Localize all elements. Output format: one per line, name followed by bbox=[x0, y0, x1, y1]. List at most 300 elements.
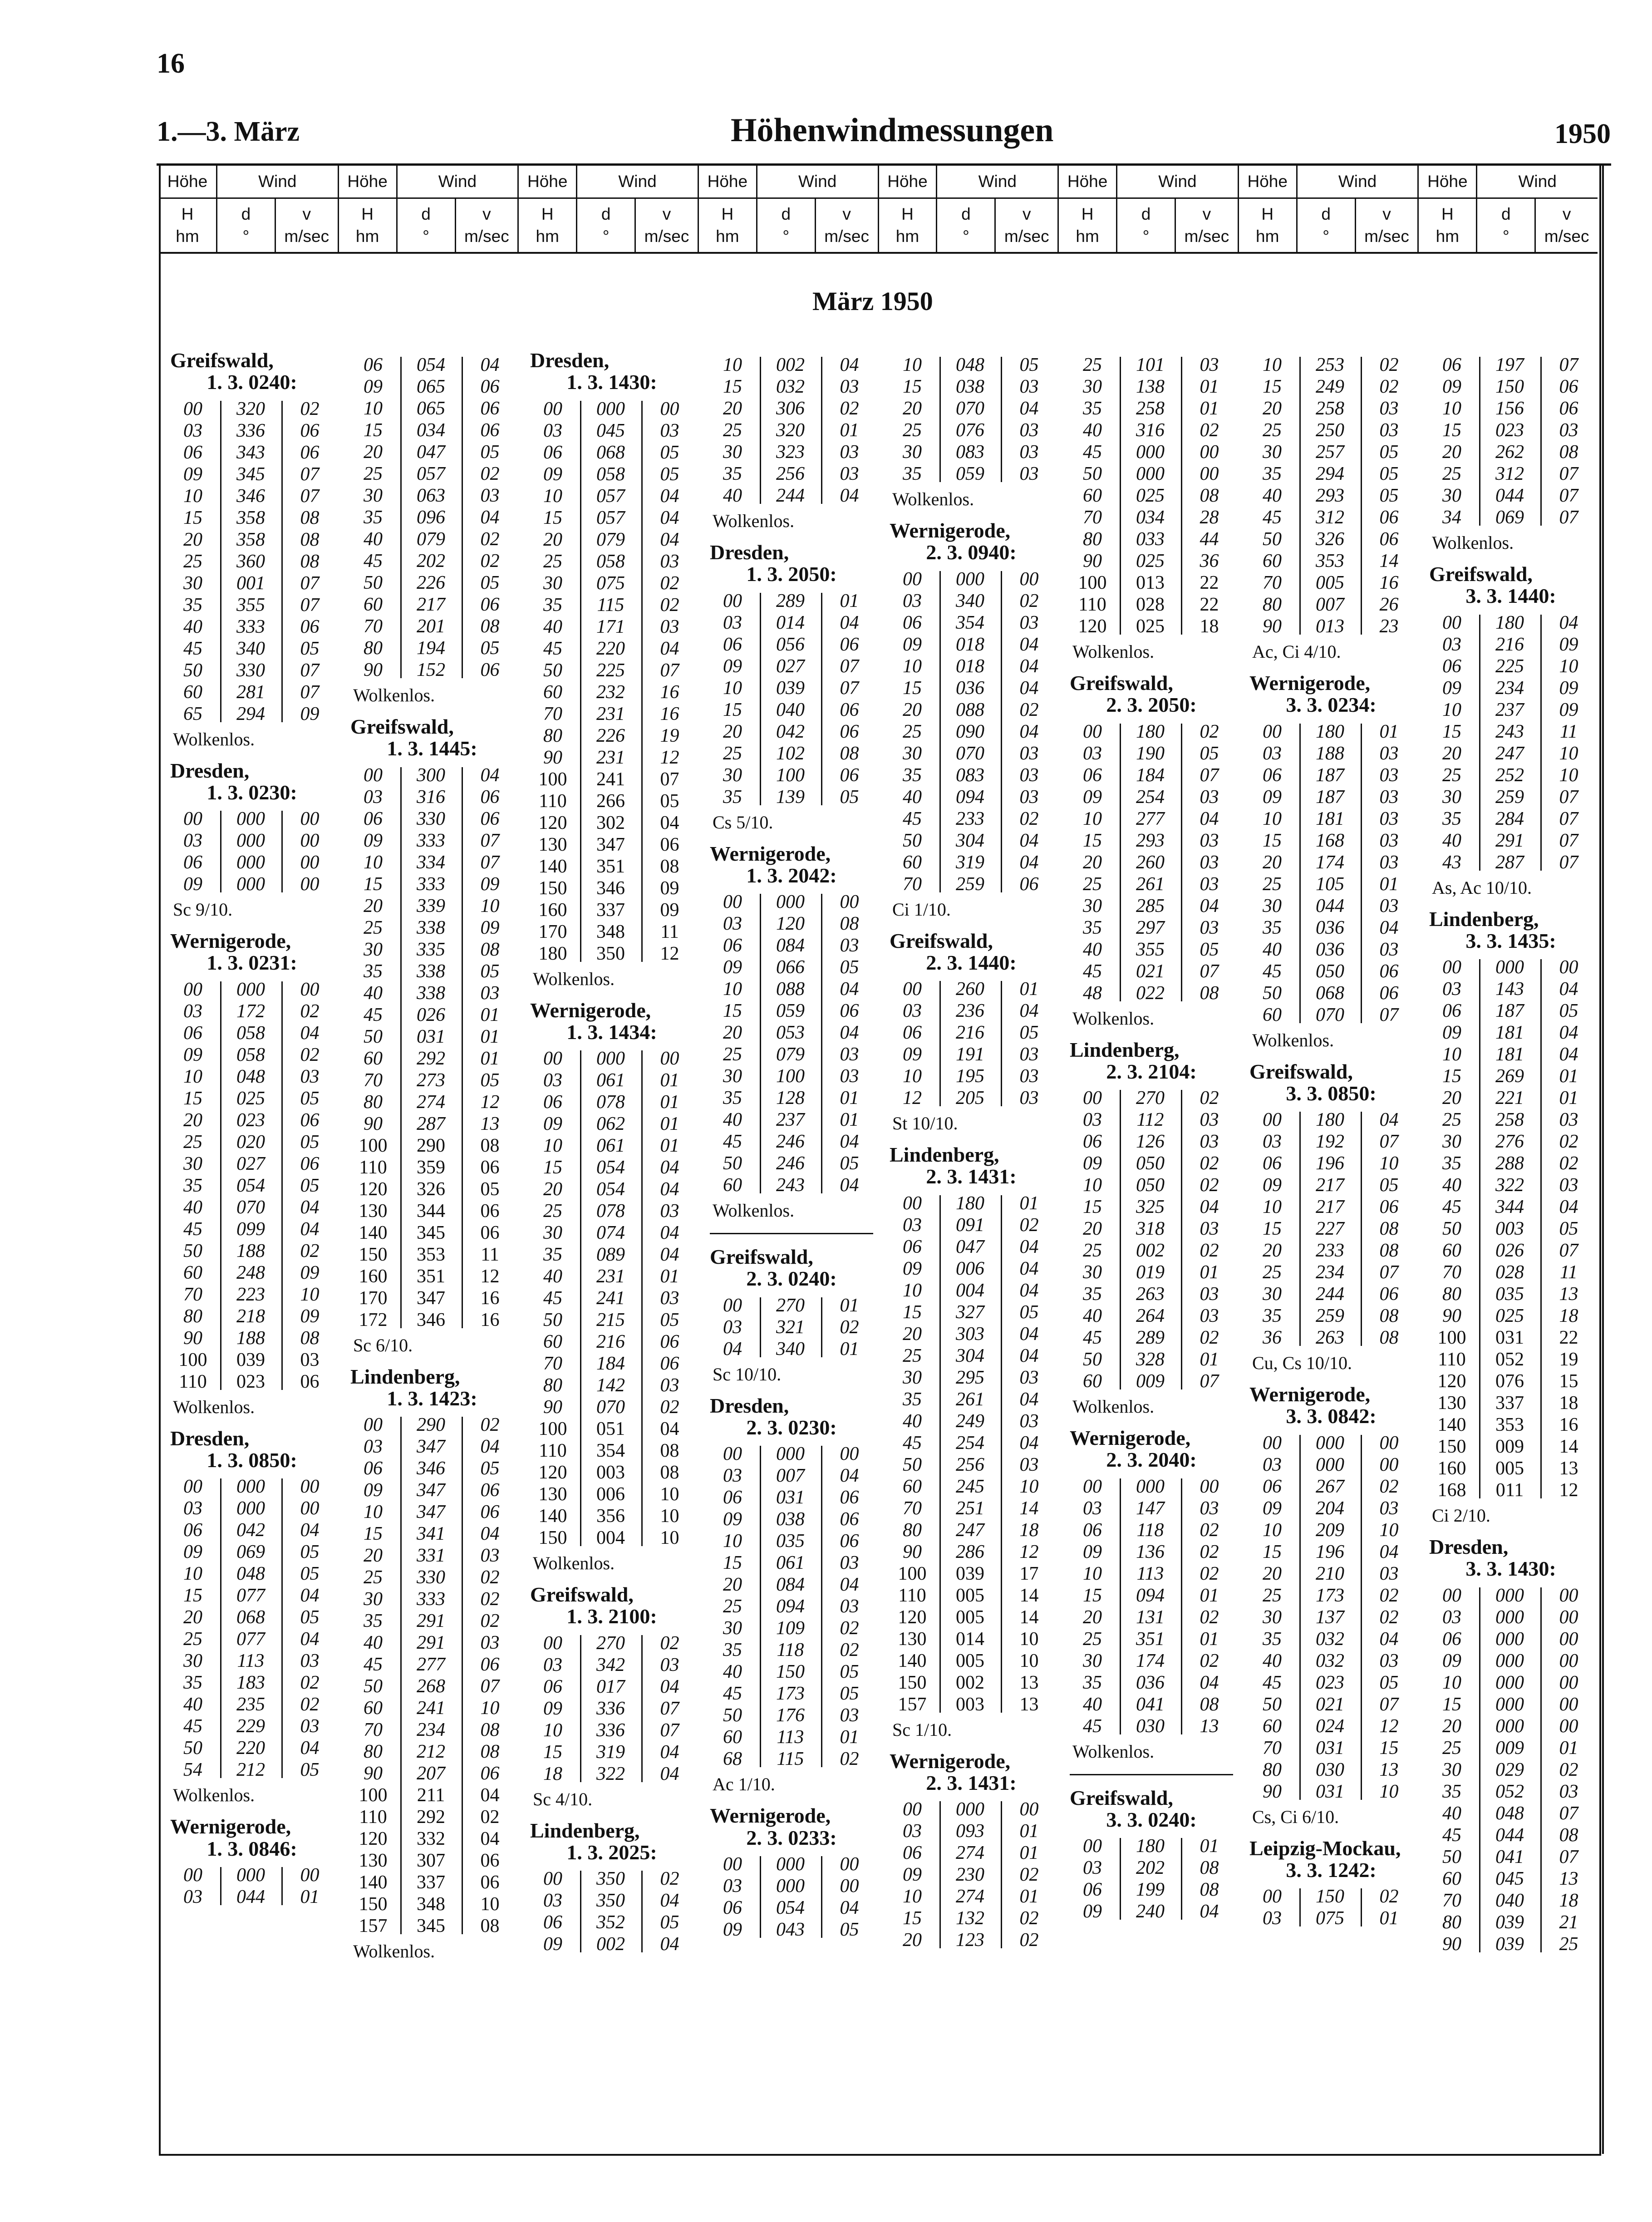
header-h-cell bbox=[1419, 199, 1477, 252]
speed-cell: 07 bbox=[1559, 355, 1578, 375]
station-name: Greifswald, bbox=[890, 929, 993, 952]
table-row bbox=[526, 1462, 698, 1483]
height-cell: 09 bbox=[543, 1113, 562, 1135]
direction-cell: 351 bbox=[417, 1266, 445, 1287]
height-cell: 130 bbox=[1437, 1393, 1466, 1414]
table-row bbox=[346, 1893, 518, 1915]
direction-cell: 261 bbox=[1136, 873, 1165, 895]
speed-cell: 07 bbox=[660, 769, 679, 790]
height-cell: 03 bbox=[1263, 743, 1282, 764]
height-cell: 03 bbox=[1263, 1131, 1282, 1153]
page-year: 1950 bbox=[1554, 118, 1611, 149]
speed-cell: 05 bbox=[840, 1683, 859, 1705]
direction-cell: 330 bbox=[236, 660, 265, 681]
height-cell: 110 bbox=[179, 1371, 207, 1392]
direction-cell: 094 bbox=[956, 786, 984, 808]
direction-cell: 088 bbox=[956, 699, 984, 720]
direction-cell: 058 bbox=[596, 551, 625, 572]
height-cell: 157 bbox=[359, 1916, 388, 1937]
header-row-units bbox=[1059, 199, 1238, 252]
height-cell: 150 bbox=[538, 1527, 567, 1549]
direction-cell: 078 bbox=[596, 1092, 625, 1113]
station-name: Greifswald, bbox=[530, 1583, 634, 1606]
station-heading bbox=[1245, 1838, 1417, 1882]
table-row bbox=[885, 1694, 1057, 1715]
direction-cell: 322 bbox=[596, 1763, 625, 1784]
direction-cell: 030 bbox=[1316, 1759, 1344, 1780]
header-d: d bbox=[781, 205, 791, 224]
speed-cell: 03 bbox=[660, 616, 679, 637]
table-row bbox=[705, 1316, 878, 1338]
speed-cell: 01 bbox=[660, 1266, 679, 1287]
speed-cell: 08 bbox=[1379, 1218, 1399, 1240]
speed-cell: 07 bbox=[300, 485, 320, 507]
speed-cell: 06 bbox=[1019, 873, 1039, 895]
speed-cell: 06 bbox=[660, 1331, 679, 1353]
height-cell: 45 bbox=[1083, 961, 1102, 982]
direction-cell: 241 bbox=[596, 769, 625, 790]
direction-cell: 251 bbox=[956, 1498, 984, 1519]
table-row bbox=[526, 899, 698, 921]
direction-cell: 201 bbox=[417, 616, 445, 637]
height-cell: 20 bbox=[723, 1022, 742, 1044]
direction-cell: 303 bbox=[956, 1323, 984, 1345]
table-row bbox=[705, 1131, 878, 1153]
speed-cell: 00 bbox=[300, 1498, 320, 1519]
speed-cell: 02 bbox=[300, 1240, 320, 1261]
table-row bbox=[885, 1345, 1057, 1367]
measurement-time: 1. 3. 2042: bbox=[746, 863, 837, 887]
speed-cell: 06 bbox=[840, 721, 859, 742]
table-row bbox=[705, 1087, 878, 1109]
speed-cell: 16 bbox=[660, 681, 679, 703]
height-cell: 50 bbox=[1083, 1349, 1102, 1370]
direction-cell: 027 bbox=[776, 655, 805, 677]
direction-cell: 057 bbox=[417, 463, 445, 484]
speed-cell: 08 bbox=[1200, 1879, 1219, 1901]
table-row bbox=[1425, 1305, 1597, 1327]
speed-cell: 03 bbox=[1019, 1454, 1039, 1475]
column-header-group bbox=[1059, 166, 1239, 252]
height-cell: 10 bbox=[1083, 808, 1102, 829]
speed-cell: 13 bbox=[1200, 1715, 1219, 1737]
height-cell: 70 bbox=[543, 703, 562, 724]
speed-cell: 23 bbox=[1379, 616, 1399, 637]
direction-cell: 036 bbox=[1136, 1672, 1165, 1693]
header-d: d bbox=[1501, 205, 1511, 224]
direction-cell: 342 bbox=[596, 1654, 625, 1675]
table-row bbox=[346, 463, 518, 485]
table-row bbox=[526, 1091, 698, 1113]
height-cell: 35 bbox=[364, 1611, 383, 1632]
table-row bbox=[1425, 1824, 1597, 1846]
header-row-units bbox=[1419, 199, 1598, 252]
speed-cell: 04 bbox=[300, 1629, 320, 1650]
height-cell: 110 bbox=[1438, 1349, 1466, 1370]
direction-cell: 039 bbox=[776, 677, 805, 699]
height-cell: 140 bbox=[538, 856, 567, 877]
weather-note: Wolkenlos. bbox=[892, 489, 974, 509]
speed-cell: 04 bbox=[840, 1131, 859, 1153]
height-cell: 140 bbox=[359, 1872, 388, 1893]
station-block bbox=[166, 760, 338, 921]
speed-cell: 10 bbox=[1559, 743, 1578, 764]
height-cell: 09 bbox=[723, 1919, 742, 1940]
table-row bbox=[1425, 1606, 1597, 1628]
speed-cell: 06 bbox=[480, 1480, 500, 1501]
header-h: H bbox=[1081, 205, 1094, 224]
table-row bbox=[1425, 354, 1597, 376]
table-row bbox=[1245, 808, 1417, 830]
weather-note: Sc 1/10. bbox=[892, 1719, 952, 1740]
speed-cell: 04 bbox=[1200, 1901, 1219, 1922]
speed-cell: 10 bbox=[480, 1698, 500, 1719]
speed-cell: 00 bbox=[660, 398, 679, 419]
weather-note: Ac, Ci 4/10. bbox=[1252, 641, 1341, 662]
direction-cell: 291 bbox=[1495, 830, 1524, 851]
table-row bbox=[1065, 808, 1238, 830]
direction-cell: 340 bbox=[236, 638, 265, 659]
table-row bbox=[346, 1287, 518, 1309]
speed-cell: 03 bbox=[1019, 743, 1039, 764]
speed-cell: 05 bbox=[840, 786, 859, 808]
direction-cell: 207 bbox=[417, 1763, 445, 1784]
speed-cell: 05 bbox=[300, 1563, 320, 1585]
direction-cell: 066 bbox=[776, 957, 805, 978]
direction-cell: 065 bbox=[417, 398, 445, 419]
speed-cell: 07 bbox=[1200, 1371, 1219, 1392]
height-cell: 140 bbox=[898, 1650, 927, 1671]
height-cell: 10 bbox=[183, 1066, 202, 1087]
station-block bbox=[346, 716, 518, 1356]
table-row bbox=[885, 743, 1057, 764]
height-cell: 35 bbox=[364, 507, 383, 528]
height-cell: 15 bbox=[183, 1585, 202, 1606]
height-cell: 06 bbox=[364, 355, 383, 375]
direction-cell: 079 bbox=[596, 529, 625, 550]
table-row bbox=[346, 1004, 518, 1026]
speed-cell: 06 bbox=[660, 1353, 679, 1375]
speed-cell: 03 bbox=[1200, 1131, 1219, 1153]
header-wind: Wind bbox=[1518, 172, 1557, 191]
header-wind: Wind bbox=[1158, 172, 1197, 191]
table-row bbox=[166, 1519, 338, 1541]
table-row bbox=[1425, 485, 1597, 507]
table-row bbox=[166, 1864, 338, 1886]
table-row bbox=[1245, 1218, 1417, 1240]
height-cell: 60 bbox=[1442, 1868, 1461, 1889]
speed-cell: 04 bbox=[1200, 895, 1219, 916]
table-row bbox=[705, 354, 878, 376]
table-row bbox=[166, 638, 338, 660]
height-cell: 120 bbox=[1078, 616, 1107, 637]
table-row bbox=[1065, 1283, 1238, 1305]
table-row bbox=[346, 764, 518, 786]
height-cell: 00 bbox=[543, 1632, 562, 1654]
speed-cell: 06 bbox=[480, 398, 500, 419]
height-cell: 30 bbox=[723, 1066, 742, 1087]
height-cell: 09 bbox=[1083, 1541, 1102, 1562]
height-cell: 00 bbox=[1442, 612, 1461, 633]
speed-cell: 01 bbox=[1559, 1066, 1578, 1087]
height-cell: 40 bbox=[1083, 1306, 1102, 1327]
table-row bbox=[705, 419, 878, 441]
station-name: Wernigerode, bbox=[170, 1815, 291, 1838]
direction-cell: 276 bbox=[1495, 1131, 1524, 1153]
table-row bbox=[346, 1784, 518, 1806]
direction-cell: 316 bbox=[417, 786, 445, 808]
height-cell: 140 bbox=[538, 1506, 567, 1527]
header-v: v bbox=[482, 205, 491, 224]
speed-cell: 03 bbox=[1200, 873, 1219, 895]
speed-cell: 02 bbox=[480, 551, 500, 572]
table-row bbox=[705, 590, 878, 612]
header-deg: ° bbox=[602, 227, 610, 246]
table-row bbox=[705, 1683, 878, 1705]
direction-cell: 216 bbox=[956, 1022, 984, 1044]
station-name: Wernigerode, bbox=[530, 998, 651, 1022]
direction-cell: 196 bbox=[1316, 1541, 1344, 1562]
height-cell: 80 bbox=[543, 725, 562, 746]
speed-cell: 01 bbox=[1200, 376, 1219, 397]
table-row bbox=[1245, 1606, 1417, 1628]
direction-cell: 054 bbox=[596, 1179, 625, 1200]
direction-cell: 000 bbox=[236, 852, 265, 873]
table-row bbox=[526, 943, 698, 965]
table-row bbox=[1245, 550, 1417, 572]
table-row bbox=[705, 1530, 878, 1552]
height-cell: 03 bbox=[1083, 1498, 1102, 1519]
direction-cell: 173 bbox=[776, 1683, 805, 1705]
table-row bbox=[1245, 1283, 1417, 1305]
speed-cell: 01 bbox=[1200, 1628, 1219, 1650]
direction-cell: 212 bbox=[236, 1759, 265, 1781]
direction-cell: 042 bbox=[776, 721, 805, 742]
height-cell: 40 bbox=[723, 1661, 742, 1683]
height-cell: 30 bbox=[1442, 1759, 1461, 1780]
direction-cell: 031 bbox=[776, 1487, 805, 1508]
height-cell: 25 bbox=[1442, 764, 1461, 786]
station-block bbox=[885, 1144, 1057, 1740]
header-row-units bbox=[879, 199, 1058, 252]
table-row bbox=[166, 1541, 338, 1563]
station-block bbox=[526, 350, 698, 990]
direction-cell: 196 bbox=[1316, 1153, 1344, 1174]
speed-cell: 04 bbox=[840, 612, 859, 633]
direction-cell: 074 bbox=[596, 1222, 625, 1244]
direction-cell: 184 bbox=[596, 1353, 625, 1375]
direction-cell: 233 bbox=[956, 808, 984, 829]
speed-cell: 03 bbox=[1019, 1410, 1039, 1432]
direction-cell: 187 bbox=[1316, 764, 1344, 786]
height-cell: 20 bbox=[364, 895, 383, 916]
table-row bbox=[705, 398, 878, 419]
speed-cell: 03 bbox=[1379, 743, 1399, 764]
table-row bbox=[1425, 1349, 1597, 1370]
table-row bbox=[1425, 808, 1597, 830]
weather-note: Sc 10/10. bbox=[713, 1364, 782, 1384]
height-cell: 45 bbox=[364, 551, 383, 572]
height-cell: 10 bbox=[1263, 1197, 1282, 1218]
speed-cell: 03 bbox=[480, 982, 500, 1004]
direction-cell: 041 bbox=[1136, 1694, 1165, 1715]
table-row bbox=[1245, 939, 1417, 961]
height-cell: 06 bbox=[1083, 764, 1102, 786]
speed-cell: 03 bbox=[1379, 786, 1399, 808]
direction-cell: 128 bbox=[776, 1088, 805, 1109]
speed-cell: 14 bbox=[1019, 1498, 1039, 1519]
header-deg: ° bbox=[1502, 227, 1509, 246]
table-row bbox=[1245, 1519, 1417, 1541]
direction-cell: 059 bbox=[776, 1000, 805, 1022]
table-row bbox=[1245, 1261, 1417, 1283]
table-row bbox=[1425, 786, 1597, 808]
table-row bbox=[1425, 1196, 1597, 1218]
speed-cell: 06 bbox=[840, 699, 859, 720]
table-row bbox=[885, 655, 1057, 677]
table-row bbox=[1245, 1432, 1417, 1454]
height-cell: 03 bbox=[183, 1886, 202, 1907]
direction-cell: 202 bbox=[1136, 1857, 1165, 1879]
height-cell: 30 bbox=[1442, 786, 1461, 808]
table-row bbox=[1065, 441, 1238, 463]
table-row bbox=[705, 1661, 878, 1683]
weather-note: As, Ac 10/10. bbox=[1432, 877, 1532, 898]
direction-cell: 188 bbox=[236, 1327, 265, 1349]
speed-cell: 06 bbox=[480, 1222, 500, 1243]
speed-cell: 01 bbox=[480, 1004, 500, 1025]
height-cell: 09 bbox=[1083, 786, 1102, 808]
table-row bbox=[346, 1523, 518, 1545]
height-cell: 40 bbox=[1263, 939, 1282, 960]
speed-cell: 09 bbox=[480, 917, 500, 938]
measurement-time: 1. 3. 0230: bbox=[206, 780, 297, 804]
height-cell: 10 bbox=[543, 485, 562, 507]
header-v: v bbox=[1382, 205, 1391, 224]
height-cell: 06 bbox=[183, 442, 202, 463]
height-cell: 100 bbox=[178, 1349, 207, 1370]
height-cell: 00 bbox=[1083, 1476, 1102, 1497]
height-cell: 30 bbox=[903, 743, 922, 764]
direction-cell: 338 bbox=[417, 982, 445, 1004]
table-row bbox=[1065, 873, 1238, 895]
speed-cell: 07 bbox=[1559, 507, 1578, 528]
speed-cell: 02 bbox=[480, 1414, 500, 1436]
direction-cell: 052 bbox=[1495, 1349, 1524, 1370]
table-row bbox=[1425, 699, 1597, 721]
table-row bbox=[885, 354, 1057, 376]
direction-cell: 336 bbox=[596, 1719, 625, 1741]
table-row bbox=[1065, 1857, 1238, 1879]
speed-cell: 02 bbox=[1019, 699, 1039, 720]
direction-cell: 293 bbox=[1136, 830, 1165, 851]
speed-cell: 08 bbox=[1559, 1824, 1578, 1846]
table-row bbox=[705, 1726, 878, 1748]
table-row bbox=[166, 1131, 338, 1153]
speed-cell: 18 bbox=[1200, 616, 1219, 637]
direction-cell: 036 bbox=[956, 677, 984, 699]
direction-cell: 312 bbox=[1316, 507, 1344, 528]
table-row bbox=[705, 1919, 878, 1941]
height-cell: 09 bbox=[903, 1258, 922, 1279]
table-row bbox=[346, 1091, 518, 1113]
height-cell: 20 bbox=[723, 1574, 742, 1596]
measurement-rows bbox=[1245, 1432, 1417, 1803]
table-row bbox=[705, 1748, 878, 1770]
table-row bbox=[885, 978, 1057, 1000]
speed-cell: 12 bbox=[660, 747, 679, 768]
direction-cell: 003 bbox=[956, 1694, 984, 1715]
height-cell: 35 bbox=[364, 961, 383, 982]
table-row bbox=[1425, 1000, 1597, 1022]
station-block bbox=[1245, 354, 1417, 662]
header-v-cell bbox=[816, 199, 878, 252]
direction-cell: 285 bbox=[1136, 895, 1165, 916]
header-v-cell bbox=[1356, 199, 1418, 252]
direction-cell: 150 bbox=[776, 1661, 805, 1683]
speed-cell: 02 bbox=[660, 1868, 679, 1890]
height-cell: 06 bbox=[723, 634, 742, 655]
direction-cell: 038 bbox=[956, 376, 984, 397]
height-cell: 70 bbox=[364, 1069, 383, 1091]
header-deg: ° bbox=[1323, 227, 1330, 246]
measurement-time: 3. 3. 0842: bbox=[1286, 1404, 1377, 1428]
speed-cell: 04 bbox=[480, 1785, 500, 1806]
table-row bbox=[1065, 572, 1238, 594]
direction-cell: 262 bbox=[1495, 442, 1524, 463]
speed-cell: 06 bbox=[480, 1763, 500, 1784]
measurement-rows bbox=[705, 1295, 878, 1360]
height-cell: 50 bbox=[903, 830, 922, 851]
speed-cell: 03 bbox=[480, 1545, 500, 1567]
height-cell: 09 bbox=[1263, 1175, 1282, 1196]
table-row bbox=[526, 725, 698, 747]
table-row bbox=[1245, 1694, 1417, 1715]
table-row bbox=[166, 1476, 338, 1498]
table-row bbox=[1425, 721, 1597, 743]
measurement-rows bbox=[705, 1853, 878, 1941]
measurement-time: 1. 3. 0846: bbox=[206, 1837, 297, 1860]
speed-cell: 10 bbox=[1019, 1476, 1039, 1497]
speed-cell: 05 bbox=[660, 1310, 679, 1331]
table-row bbox=[526, 463, 698, 485]
speed-cell: 03 bbox=[840, 376, 859, 397]
height-cell: 03 bbox=[723, 1875, 742, 1897]
measurement-rows bbox=[346, 354, 518, 681]
height-cell: 25 bbox=[183, 551, 202, 572]
direction-cell: 319 bbox=[956, 852, 984, 873]
station-name: Wernigerode, bbox=[710, 842, 831, 865]
direction-cell: 358 bbox=[236, 529, 265, 550]
table-row bbox=[1065, 721, 1238, 743]
table-row bbox=[1065, 354, 1238, 376]
table-row bbox=[1425, 1628, 1597, 1650]
speed-cell: 03 bbox=[1019, 764, 1039, 786]
header-row-units bbox=[519, 199, 698, 252]
speed-cell: 02 bbox=[1379, 1585, 1399, 1606]
table-row bbox=[885, 721, 1057, 743]
direction-cell: 002 bbox=[956, 1672, 984, 1693]
table-row bbox=[346, 1654, 518, 1675]
station-heading bbox=[1425, 1536, 1597, 1580]
table-row bbox=[346, 354, 518, 376]
table-row bbox=[1425, 507, 1597, 528]
speed-cell: 16 bbox=[480, 1287, 500, 1309]
speed-cell: 04 bbox=[1379, 917, 1399, 938]
speed-cell: 07 bbox=[840, 677, 859, 699]
measurement-time: 1. 3. 0240: bbox=[206, 370, 297, 394]
direction-cell: 000 bbox=[1136, 1476, 1165, 1497]
